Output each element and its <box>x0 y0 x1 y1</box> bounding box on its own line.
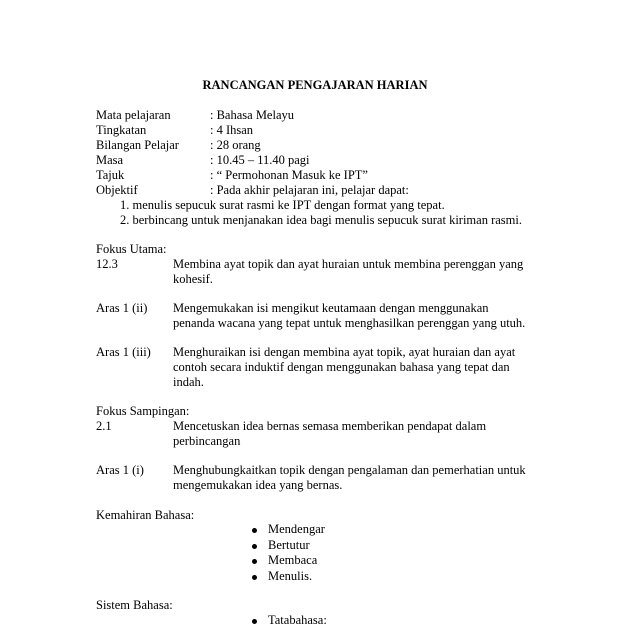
info-label-topic: Tajuk <box>96 168 125 182</box>
bullet-icon <box>252 619 257 624</box>
bullet-icon <box>252 544 257 549</box>
info-label-form: Tingkatan <box>96 123 147 137</box>
list-item: Bertutur <box>250 538 325 554</box>
fokus-utama-desc: kohesif. <box>173 272 213 286</box>
list-item: Menulis. <box>250 569 325 585</box>
fokus-utama-desc: Membina ayat topik dan ayat huraian untuk membina perenggan yang <box>173 257 524 271</box>
objective-item: 1. menulis sepucuk surat rasmi ke IPT dengan format yang tepat. <box>120 198 445 212</box>
kemahiran-heading: Kemahiran Bahasa: <box>96 508 195 522</box>
sistem-heading: Sistem Bahasa: <box>96 598 173 612</box>
fokus-utama-desc: Menghuraikan isi dengan membina ayat topik, ayat huraian dan ayat <box>173 345 516 359</box>
info-value-students: : 28 orang <box>210 138 261 152</box>
fokus-utama-code: 12.3 <box>96 257 118 271</box>
fokus-utama-desc: penanda wacana yang tepat untuk menghasilkan perenggan yang utuh. <box>173 316 526 330</box>
fokus-utama-desc: indah. <box>173 375 204 389</box>
info-label-objective: Objektif <box>96 183 138 197</box>
list-item: Membaca <box>250 553 325 569</box>
fokus-utama-code: Aras 1 (iii) <box>96 345 151 359</box>
fokus-sampingan-code: 2.1 <box>96 419 112 433</box>
info-label-students: Bilangan Pelajar <box>96 138 179 152</box>
fokus-utama-desc: contoh secara induktif dengan menggunakan bahasa yang tepat dan <box>173 360 510 374</box>
info-value-time: : 10.45 – 11.40 pagi <box>210 153 310 167</box>
fokus-sampingan-desc: Mencetuskan idea bernas semasa memberikan pendapat dalam <box>173 419 487 433</box>
document-title: RANCANGAN PENGAJARAN HARIAN <box>202 78 428 92</box>
list-item: Mendengar <box>250 522 325 538</box>
objective-item: 2. berbincang untuk menjanakan idea bagi menulis sepucuk surat kiriman rasmi. <box>120 213 522 227</box>
fokus-utama-heading: Fokus Utama: <box>96 242 167 256</box>
kemahiran-list <box>250 522 325 584</box>
fokus-sampingan-desc: Menghubungkaitkan topik dengan pengalaman dan pemerhatian untuk <box>173 463 526 477</box>
info-value-objective: : Pada akhir pelajaran ini, pelajar dapat: <box>210 183 409 197</box>
bullet-icon <box>252 528 257 533</box>
fokus-utama-code: Aras 1 (ii) <box>96 301 148 315</box>
fokus-sampingan-desc: mengemukakan idea yang bernas. <box>173 478 343 492</box>
info-label-subject: Mata pelajaran <box>96 108 171 122</box>
fokus-sampingan-code: Aras 1 (i) <box>96 463 144 477</box>
bullet-icon <box>252 559 257 564</box>
sistem-list <box>250 613 327 629</box>
fokus-sampingan-heading: Fokus Sampingan: <box>96 404 190 418</box>
list-item: Tatabahasa: <box>250 613 327 629</box>
bullet-icon <box>252 575 257 580</box>
info-label-time: Masa <box>96 153 124 167</box>
info-value-subject: : Bahasa Melayu <box>210 108 295 122</box>
fokus-sampingan-desc: perbincangan <box>173 434 241 448</box>
info-value-form: : 4 Ihsan <box>210 123 254 137</box>
info-value-topic: : “ Permohonan Masuk ke IPT” <box>210 168 368 182</box>
fokus-utama-desc: Mengemukakan isi mengikut keutamaan dengan menggunakan <box>173 301 489 315</box>
